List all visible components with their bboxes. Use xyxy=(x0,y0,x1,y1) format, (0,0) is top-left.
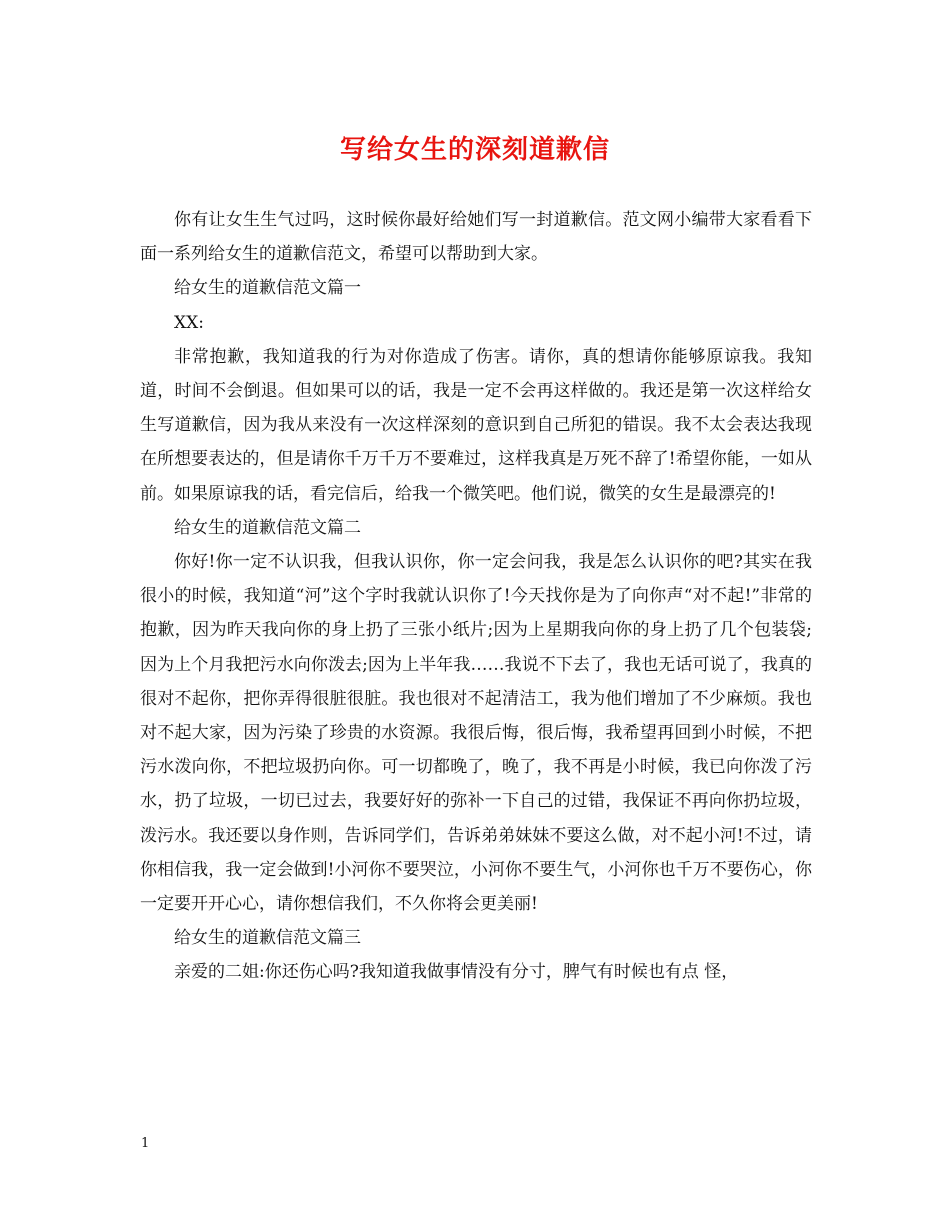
page-number: 1 xyxy=(141,1136,150,1151)
document-body xyxy=(140,203,812,990)
section-heading-1: 给女生的道歉信范文篇一 xyxy=(174,278,361,299)
letter-salutation: XX: xyxy=(174,312,204,333)
letter-2-paragraph: 你好!你一定不认识我，但我认识你，你一定会问我，我是怎么认识你的吧?其实在我很小的时候，我知道“河”这个字时我就认识你了!今天找你是为了向你声“对不起!”非常的抱歉，因为昨天我向你的身上扔了三张小纸片;因为上星期我向你的身上扔了几个包装袋;因为上个月我把污水向你泼去;因为上半年我……我说不下去了，我也无话可说了，我真的很对不起你，把你弄得很脏很脏。我也很对不起清洁工，我为他们增加了不少麻烦。我也对不起大家，因为污染了珍贵的水资源。我很后悔，很后悔，我希望再回到小时候，不把污水泼向你，不把垃圾扔向你。可一切都晚了，晚了，我不再是小时候，我已向你泼了污水，扔了垃圾，一切已过去，我要好好的弥补一下自己的过错，我保证不再向你扔垃圾，泼污水。我还要以身作则，告诉同学们，告诉弟弟妹妹不要这么做，对不起小河!不过，请你相信我，我一定会做到!小河你不要哭泣，小河你不要生气，小河你也千万不要伤心，你一定要开开心心，请你想信我们，不久你将会更美丽! xyxy=(140,552,812,915)
letter-3-paragraph: 亲爱的二姐:你还伤心吗?我知道我做事情没有分寸，脾气有时候也有点 怪， xyxy=(174,962,739,983)
page-title: 写给女生的深刻道歉信 xyxy=(339,135,610,165)
section-heading-2: 给女生的道歉信范文篇二 xyxy=(174,517,361,538)
letter-1-paragraph: 非常抱歉，我知道我的行为对你造成了伤害。请你，真的想请你能够原谅我。我知道，时间不会倒退。但如果可以的话，我是一定不会再这样做的。我还是第一次这样给女生写道歉信，因为我从来没有一次这样深刻的意识到自己所犯的错误。我不太会表达我现在所想要表达的，但是请你千万千万不要难过，这样我真是万死不辞了!希望你能，一如从前。如果原谅我的话，看完信后，给我一个微笑吧。他们说，微笑的女生是最漂亮的! xyxy=(140,346,812,504)
section-heading-3: 给女生的道歉信范文篇三 xyxy=(174,928,361,949)
intro-paragraph: 你有让女生生气过吗，这时候你最好给她们写一封道歉信。范文网小编带大家看看下面一系列给女生的道歉信范文，希望可以帮助到大家。 xyxy=(140,210,812,265)
